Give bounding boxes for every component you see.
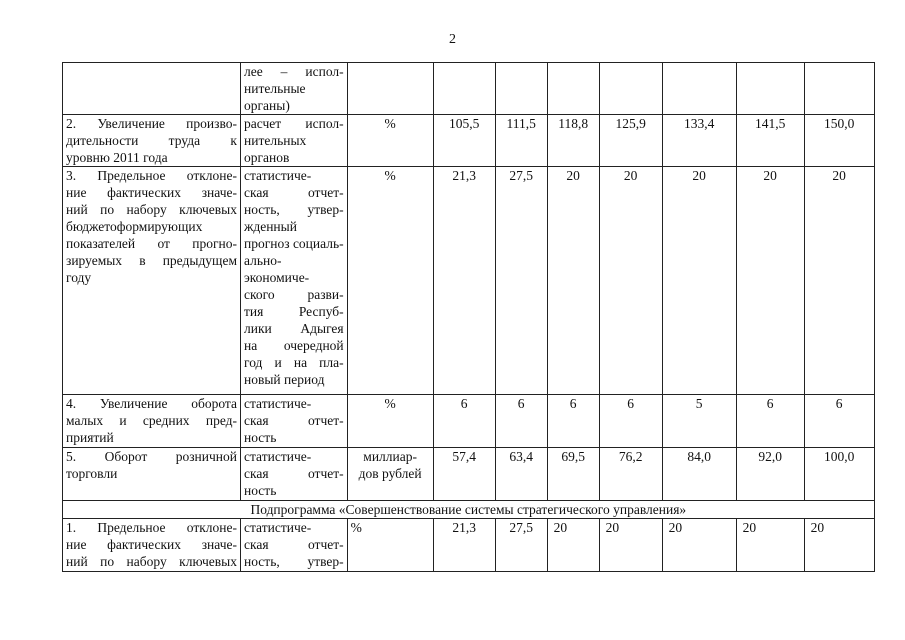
indicator-name-line: 2. Увеличение произво- xyxy=(66,116,237,131)
value-cell: 100,0 xyxy=(804,448,874,501)
value-cell: 133,4 xyxy=(662,115,736,167)
source-line: ская отчет- xyxy=(244,185,344,200)
value-cell: 20 xyxy=(599,167,662,395)
value-cell: 20 xyxy=(736,167,804,395)
source-cell xyxy=(241,519,348,572)
value-cell xyxy=(804,63,874,115)
source-line: на очередной xyxy=(244,338,344,353)
indicator-name-line: уровню 2011 года xyxy=(66,150,168,165)
unit-cell: % xyxy=(347,519,433,572)
source-cell xyxy=(241,115,348,167)
source-line: ность, утвер- xyxy=(244,554,344,569)
indicator-name-cell xyxy=(63,115,241,167)
source-line: ская отчет- xyxy=(244,466,344,481)
value-cell xyxy=(662,63,736,115)
indicator-name-cell xyxy=(63,448,241,501)
indicator-name-line: торговли xyxy=(66,466,118,481)
value-cell: 20 xyxy=(804,519,874,572)
source-line: статистиче- xyxy=(244,449,312,464)
table-row xyxy=(63,167,875,395)
source-line: жденный xyxy=(244,219,297,234)
indicator-name-line: малых и средних пред- xyxy=(66,413,237,428)
indicator-name-line: 4. Увеличение оборота xyxy=(66,396,237,411)
value-cell: 6 xyxy=(599,395,662,448)
indicator-name-line: ний по набору ключевых xyxy=(66,202,237,217)
value-cell: 6 xyxy=(804,395,874,448)
source-line: ность xyxy=(244,483,277,498)
unit-cell: % xyxy=(347,395,433,448)
value-cell xyxy=(495,63,547,115)
source-line: тия Респуб- xyxy=(244,304,344,319)
table-row xyxy=(63,519,875,572)
value-cell: 20 xyxy=(804,167,874,395)
source-cell xyxy=(241,395,348,448)
value-cell: 92,0 xyxy=(736,448,804,501)
table-row xyxy=(63,115,875,167)
value-cell: 76,2 xyxy=(599,448,662,501)
source-line: статистиче- xyxy=(244,396,312,411)
source-line: ская отчет- xyxy=(244,537,344,552)
source-line: ность, утвер- xyxy=(244,202,344,217)
indicator-name-line: 1. Предельное отклоне- xyxy=(66,520,237,535)
value-cell: 20 xyxy=(547,519,599,572)
value-cell: 6 xyxy=(433,395,495,448)
indicator-name-line: бюджетоформирующих xyxy=(66,219,203,234)
value-cell: 141,5 xyxy=(736,115,804,167)
unit-cell: % xyxy=(347,167,433,395)
value-cell: 84,0 xyxy=(662,448,736,501)
indicator-name-line: 5. Оборот розничной xyxy=(66,449,237,464)
value-cell: 6 xyxy=(495,395,547,448)
value-cell: 105,5 xyxy=(433,115,495,167)
source-line: год и на пла- xyxy=(244,355,344,370)
value-cell: 6 xyxy=(736,395,804,448)
source-line: ность xyxy=(244,430,277,445)
value-cell: 6 xyxy=(547,395,599,448)
indicator-name-line: ний по набору ключевых xyxy=(66,554,237,569)
value-cell: 20 xyxy=(547,167,599,395)
source-line: ально- xyxy=(244,253,282,268)
indicator-name-line: 3. Предельное отклоне- xyxy=(66,168,237,183)
value-cell xyxy=(599,63,662,115)
unit-cell xyxy=(347,63,433,115)
value-cell: 27,5 xyxy=(495,519,547,572)
subprogram-title: Подпрограмма «Совершенствование системы стратегического управления» xyxy=(63,501,875,519)
table-row xyxy=(63,63,875,115)
unit-line: миллиар- xyxy=(363,449,417,464)
value-cell xyxy=(736,63,804,115)
source-cell xyxy=(241,448,348,501)
unit-line: дов рублей xyxy=(358,466,422,481)
indicator-name-cell xyxy=(63,63,241,115)
source-line: статистиче- xyxy=(244,520,312,535)
source-line: нительных xyxy=(244,133,307,148)
value-cell: 57,4 xyxy=(433,448,495,501)
indicator-name-cell xyxy=(63,519,241,572)
table-row xyxy=(63,395,875,448)
source-line: лики Адыгея xyxy=(244,321,344,336)
indicators-table xyxy=(62,62,875,572)
indicator-name-cell xyxy=(63,167,241,395)
source-line: прогноз социаль- xyxy=(244,236,344,251)
value-cell: 118,8 xyxy=(547,115,599,167)
indicator-name-line: зируемых в предыдущем xyxy=(66,253,237,268)
source-line: органы) xyxy=(244,98,290,113)
value-cell: 20 xyxy=(662,519,736,572)
source-line: нительные xyxy=(244,81,306,96)
indicator-name-line: показателей от прогно- xyxy=(66,236,237,251)
value-cell: 63,4 xyxy=(495,448,547,501)
source-line: ская отчет- xyxy=(244,413,344,428)
unit-cell xyxy=(347,448,433,501)
source-cell xyxy=(241,167,348,395)
subprogram-row xyxy=(63,501,875,519)
indicator-name-line: дительности труда к xyxy=(66,133,237,148)
indicator-name-cell xyxy=(63,395,241,448)
source-line: новый период xyxy=(244,372,325,387)
value-cell: 21,3 xyxy=(433,167,495,395)
value-cell: 150,0 xyxy=(804,115,874,167)
value-cell: 69,5 xyxy=(547,448,599,501)
value-cell: 20 xyxy=(736,519,804,572)
value-cell: 27,5 xyxy=(495,167,547,395)
source-line: лее – испол- xyxy=(244,64,344,79)
table-row xyxy=(63,448,875,501)
source-line: расчет испол- xyxy=(244,116,344,131)
source-line: ского разви- xyxy=(244,287,344,302)
value-cell: 5 xyxy=(662,395,736,448)
value-cell: 21,3 xyxy=(433,519,495,572)
unit-cell: % xyxy=(347,115,433,167)
value-cell: 111,5 xyxy=(495,115,547,167)
source-cell xyxy=(241,63,348,115)
value-cell: 125,9 xyxy=(599,115,662,167)
value-cell: 20 xyxy=(599,519,662,572)
page-number: 2 xyxy=(449,32,456,47)
indicator-name-line: ние фактических значе- xyxy=(66,185,237,200)
value-cell xyxy=(433,63,495,115)
source-line: органов xyxy=(244,150,290,165)
source-line: статистиче- xyxy=(244,168,312,183)
value-cell: 20 xyxy=(662,167,736,395)
indicator-name-line: году xyxy=(66,270,92,285)
value-cell xyxy=(547,63,599,115)
indicator-name-line: приятий xyxy=(66,430,114,445)
indicator-name-line: ние фактических значе- xyxy=(66,537,237,552)
source-line: экономиче- xyxy=(244,270,310,285)
